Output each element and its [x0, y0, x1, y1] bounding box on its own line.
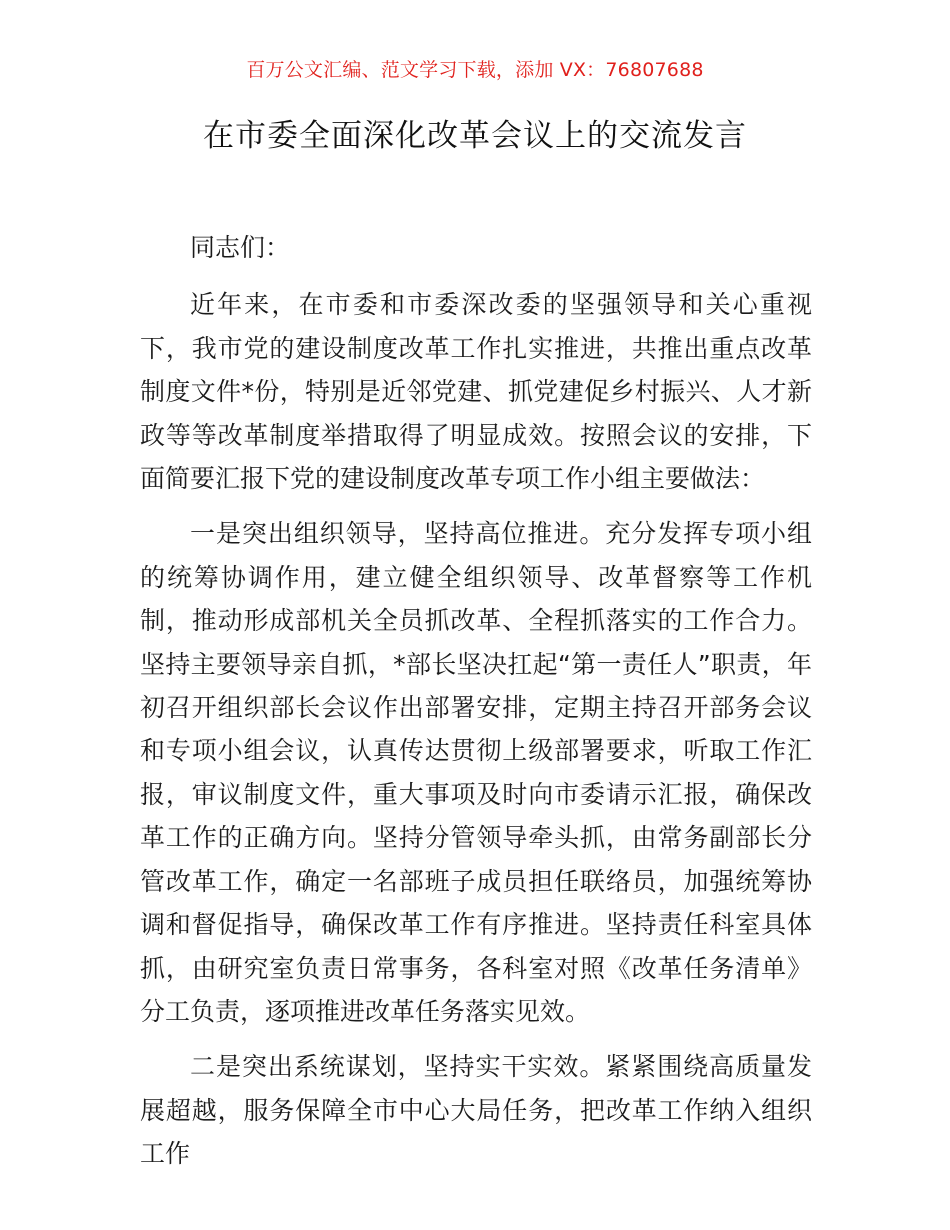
document-title: 在市委全面深化改革会议上的交流发言	[203, 118, 747, 154]
document-body	[140, 226, 812, 1188]
paragraph-organization-leadership: 一是突出组织领导，坚持高位推进。充分发挥专项小组的统筹协调作用，建立健全组织领导、改革督察等工作机制，推动形成部机关全员抓改革、全程抓落实的工作合力。坚持主要领导亲自抓，*部长坚决扛起“第一责任人”职责，年初召开组织部长会议作出部署安排，定期主持召开部务会议和专项小组会议，认真传达贯彻上级部署要求，听取工作汇报，审议制度文件，重大事项及时向市委请示汇报，确保改革工作的正确方向。坚持分管领导牵头抓，由常务副部长分管改革工作，确定一名部班子成员担任联络员，加强统筹协调和督促指导，确保改革工作有序推进。坚持责任科室具体抓，由研究室负责日常事务，各科室对照《改革任务清单》分工负责，逐项推进改革任务落实见效。	[140, 519, 812, 1026]
paragraph-system-planning: 二是突出系统谋划，坚持实干实效。紧紧围绕高质量发展超越，服务保障全市中心大局任务，把改革工作纳入组织工作	[140, 1052, 812, 1169]
header-watermark-note: 百万公文汇编、范文学习下载，添加 VX：76807688	[246, 59, 704, 81]
paragraph-intro: 近年来，在市委和市委深改委的坚强领导和关心重视下，我市党的建设制度改革工作扎实推进，共推出重点改革制度文件*份，特别是近邻党建、抓党建促乡村振兴、人才新政等等改革制度举措取得了明显成效。按照会议的安排，下面简要汇报下党的建设制度改革专项工作小组主要做法：	[140, 290, 812, 494]
salutation: 同志们：	[190, 233, 291, 262]
